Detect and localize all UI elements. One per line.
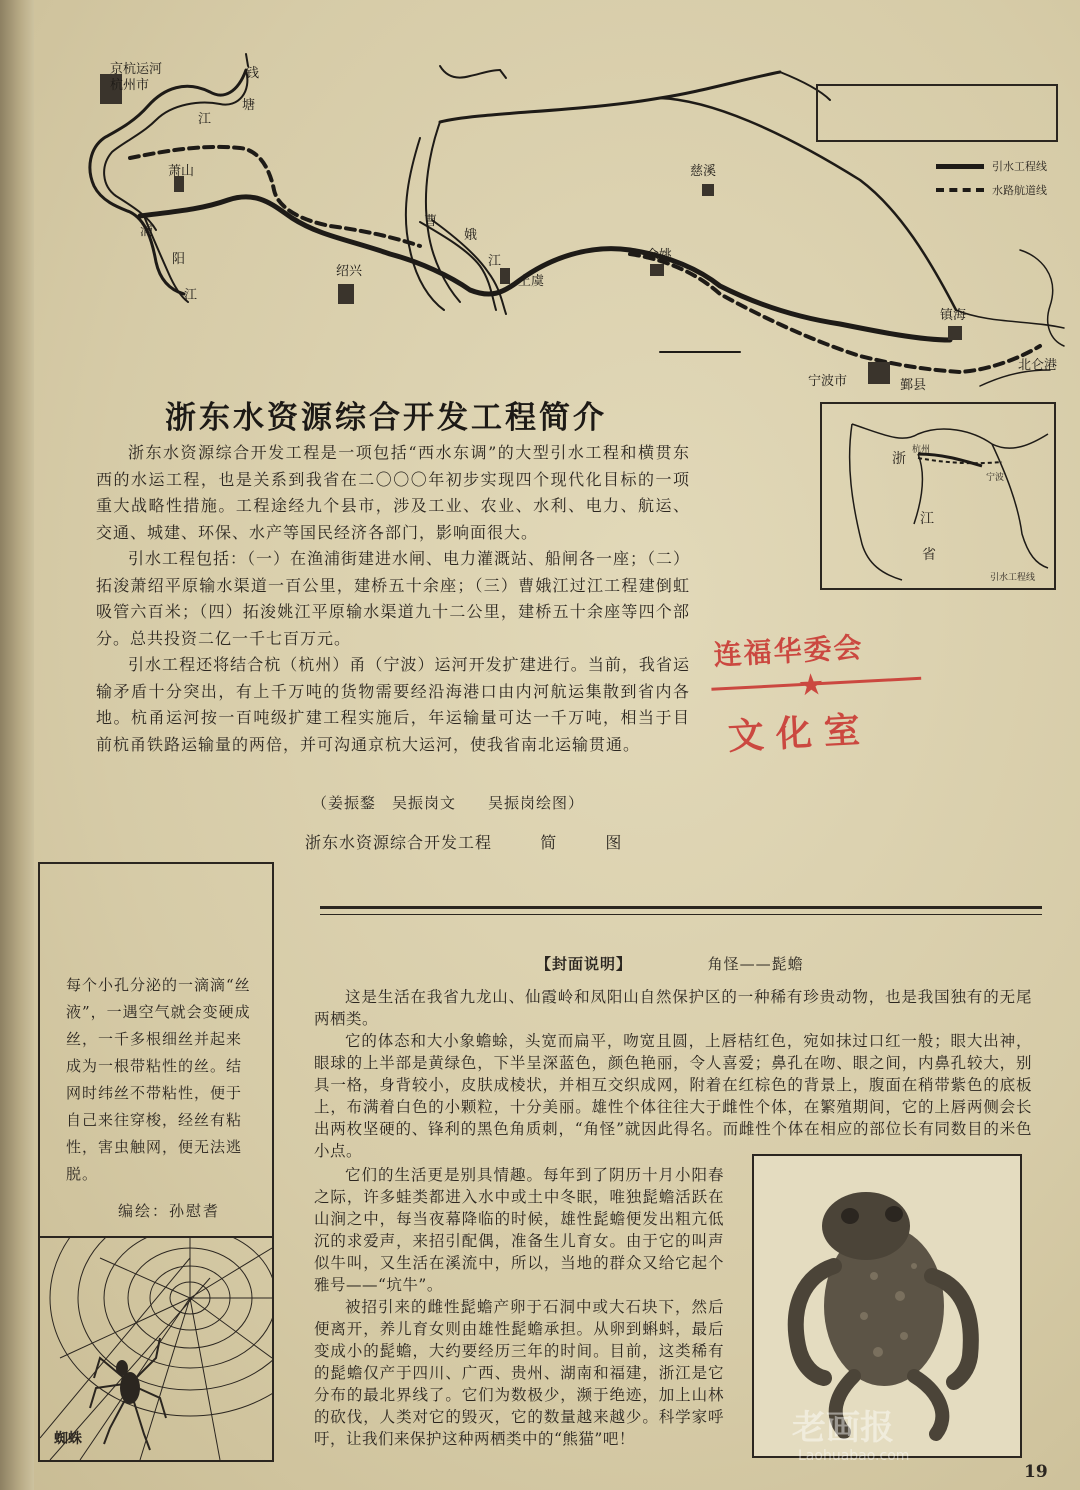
map-label-cao: 曹 — [424, 214, 438, 229]
map-label-shaoxing: 绍兴 — [336, 264, 363, 279]
water-diversion-line — [140, 197, 950, 340]
map-label-xiaoshan: 萧山 — [168, 164, 195, 179]
map-label-ningbo: 宁波市 — [808, 374, 848, 389]
map-label-beilun: 北仑港 — [1018, 358, 1058, 373]
cover-paragraph: 它们的生活更是别具情趣。每年到了阴历十月小阳春之际，许多蛙类都进入水中或土中冬眠，唯独髭蟾活跃在山涧之中，每当夜幕降临的时候，雄性髭蟾便发出粗亢低沉的求爱声，来招引配偶，准备生儿育女。由于它的叫声似牛叫，又生活在溪流中，所以，当地的群众又给它起个雅号——“坑牛”。 — [314, 1166, 724, 1294]
article-body — [96, 440, 690, 758]
watermark-url: Laohuabao.com — [798, 1448, 910, 1464]
inset-label-jiang: 江 — [920, 511, 934, 527]
legend-solid-swatch — [936, 164, 984, 169]
map-caption-title: 浙东水资源综合开发工程 — [305, 833, 493, 852]
inset-map — [820, 402, 1056, 590]
article-paragraph: 引水工程还将结合杭（杭州）甬（宁波）运河开发扩建进行。当前，我省运输矛盾十分突出，有上千万吨的货物需要经沿海港口由内河航运集散到省内各地。杭甬运河按一百吨级扩建工程实施后，年运输量可达一千万吨，相当于目前杭甬铁路运输量的两倍，并可沟通京杭大运河，使我省南北运输贯通。 — [96, 655, 690, 754]
shangyu-block — [500, 268, 510, 284]
spider-illustration — [38, 1236, 274, 1462]
map-caption-jian: 简 — [540, 833, 558, 852]
page-number: 19 — [1024, 1462, 1048, 1482]
cover-heading-label: 【封面说明】 — [536, 955, 633, 973]
map-caption — [305, 830, 622, 853]
coast-line — [440, 72, 780, 122]
article-paragraph: 浙东水资源综合开发工程是一项包括“西水东调”的大型引水工程和横贯东西的水运工程，也是关系到我省在二〇〇〇年初步实现四个现代化目标的一项重大战略性措施。工程途经九个县市，涉及工业、农业、水利、电力、航运、交通、城建、环保、水产等国民经济各部门，影响面很大。 — [96, 443, 690, 542]
legend-water-line: 引水工程线 — [992, 160, 1047, 173]
map-caption-tu: 图 — [605, 833, 623, 852]
map-label-cixi: 慈溪 — [690, 164, 717, 179]
cover-subject: 角怪——髭蟾 — [707, 955, 804, 973]
map-label-yang: 阳 — [172, 252, 186, 267]
cover-text-narrow — [314, 1164, 724, 1450]
map-label-yuyao: 余姚 — [646, 248, 673, 263]
library-stamp — [702, 616, 942, 778]
section-rule-thick — [320, 906, 1042, 909]
inset-map-drawing — [822, 404, 1054, 588]
map-label-yinxian: 鄞县 — [900, 378, 927, 393]
yuyao-block — [650, 264, 664, 276]
spider-author: 编绘：孙慰耆 — [118, 1202, 221, 1220]
map-label-tang: 塘 — [242, 98, 256, 113]
legend-dashed-swatch — [936, 188, 984, 192]
map-label-jiang1: 江 — [198, 112, 212, 127]
spider-label: 蜘蛛 — [54, 1431, 82, 1447]
map-label-jiang2: 江 — [488, 254, 502, 269]
stamp-line1: 连福华委会 — [712, 630, 865, 672]
ningbo-block — [868, 362, 890, 384]
cover-paragraph: 这是生活在我省九龙山、仙霞岭和凤阳山自然保护区的一种稀有珍贵动物，也是我国独有的无尾两栖类。 — [314, 988, 1032, 1028]
zhenhai-block — [948, 326, 962, 340]
article-title: 浙东水资源综合开发工程简介 — [165, 400, 607, 436]
cixi-block — [702, 184, 714, 196]
article-credit: （姜振鍪 吴振岗文 吴振岗绘图） — [312, 794, 585, 812]
page-spine-shadow — [0, 0, 34, 1490]
inset-legend: 引水工程线 — [990, 573, 1036, 583]
stamp-star: ★ — [798, 669, 824, 702]
section-rule-thin — [320, 914, 1042, 915]
cover-text-wide — [314, 986, 1032, 1162]
map-label-shangyu: 上虞 — [518, 274, 545, 289]
cover-heading — [536, 953, 804, 974]
spider-web-drawing — [40, 1238, 272, 1460]
legend-navigation-line: 水路航道线 — [992, 184, 1047, 197]
cover-paragraph: 被招引来的雌性髭蟾产卵于石洞中或大石块下，然后便离开，养儿育女则由雄性髭蟾承担。从卵到蝌蚪，最后变成小的髭蟾，大约要经历三年的时间。目前，这类稀有的髭蟾仅产于四川、广西、贵州、湖南和福建，浙江是它分布的最北界线了。它们为数极少，濒于绝迹，加上山林的砍伐，人类对它的毁灭，它的数量越来越少。科学家呼吁，让我们来保护这种两栖类中的“熊猫”吧！ — [314, 1298, 724, 1448]
inset-label-ningbo: 宁波 — [986, 473, 1005, 483]
map-label-e: 娥 — [464, 228, 478, 243]
map-label-jiang-pu: 江 — [184, 288, 198, 303]
map-label-zhenhai: 镇海 — [940, 308, 967, 323]
inset-label-sheng: 省 — [922, 547, 936, 563]
watermark-logo: 老画报 — [792, 1408, 894, 1448]
map-label-pu: 浦 — [140, 224, 154, 239]
spider-description: 每个小孔分泌的一滴滴“丝液”，一遇空气就会变硬成丝，一千多根细丝并起来成为一根带粘性的丝。结网时纬丝不带粘性，便于自己来往穿梭，经丝有粘性，害虫触网，便无法逃脱。 — [66, 976, 251, 1183]
map-legend-frame — [816, 84, 1058, 142]
map-label-grand-canal: 京杭运河 — [110, 62, 163, 77]
map-label-hangzhou: 杭州市 — [110, 78, 150, 93]
stamp-line2: 文化室 — [726, 708, 873, 758]
article-paragraph: 引水工程包括：（一）在渔浦街建进水闸、电力灌溉站、船闸各一座；（二）拓浚萧绍平原输水渠道一百公里，建桥五十余座；（三）曹娥江过江工程建倒虹吸管六百米；（四）拓浚姚江平原输水渠道九十二公里，建桥五十余座等四个部分。总共投资二亿一千七百万元。 — [96, 549, 691, 648]
map-label-qian: 钱 — [246, 66, 260, 81]
shaoxing-block — [338, 284, 354, 304]
inset-label-hangzhou: 杭州 — [912, 445, 931, 455]
cover-paragraph: 它的体态和大小象蟾蜍，头宽而扁平，吻宽且圆，上唇桔红色，宛如抹过口红一般；眼大出神，眼球的上半部是黄绿色，下半呈深蓝色，颜色艳丽，令人喜爱；鼻孔在吻、眼之间，内鼻孔较大，别具一格，身背较小，皮肤成棱状，并相互交织成网，附着在红棕色的背景上，腹面在稍带紫色的底板上，布满着白色的小颗粒，十分美丽。雄性个体往往大于雌性个体，在繁殖期间，它的上唇两侧会长出两枚坚硬的、锋利的黑色角质刺，“角怪”就因此得名。而雌性个体在相应的部位长有同数目的米色小点。 — [314, 1032, 1032, 1160]
spider-body — [116, 1360, 140, 1404]
inset-label-zhe: 浙 — [892, 451, 906, 467]
